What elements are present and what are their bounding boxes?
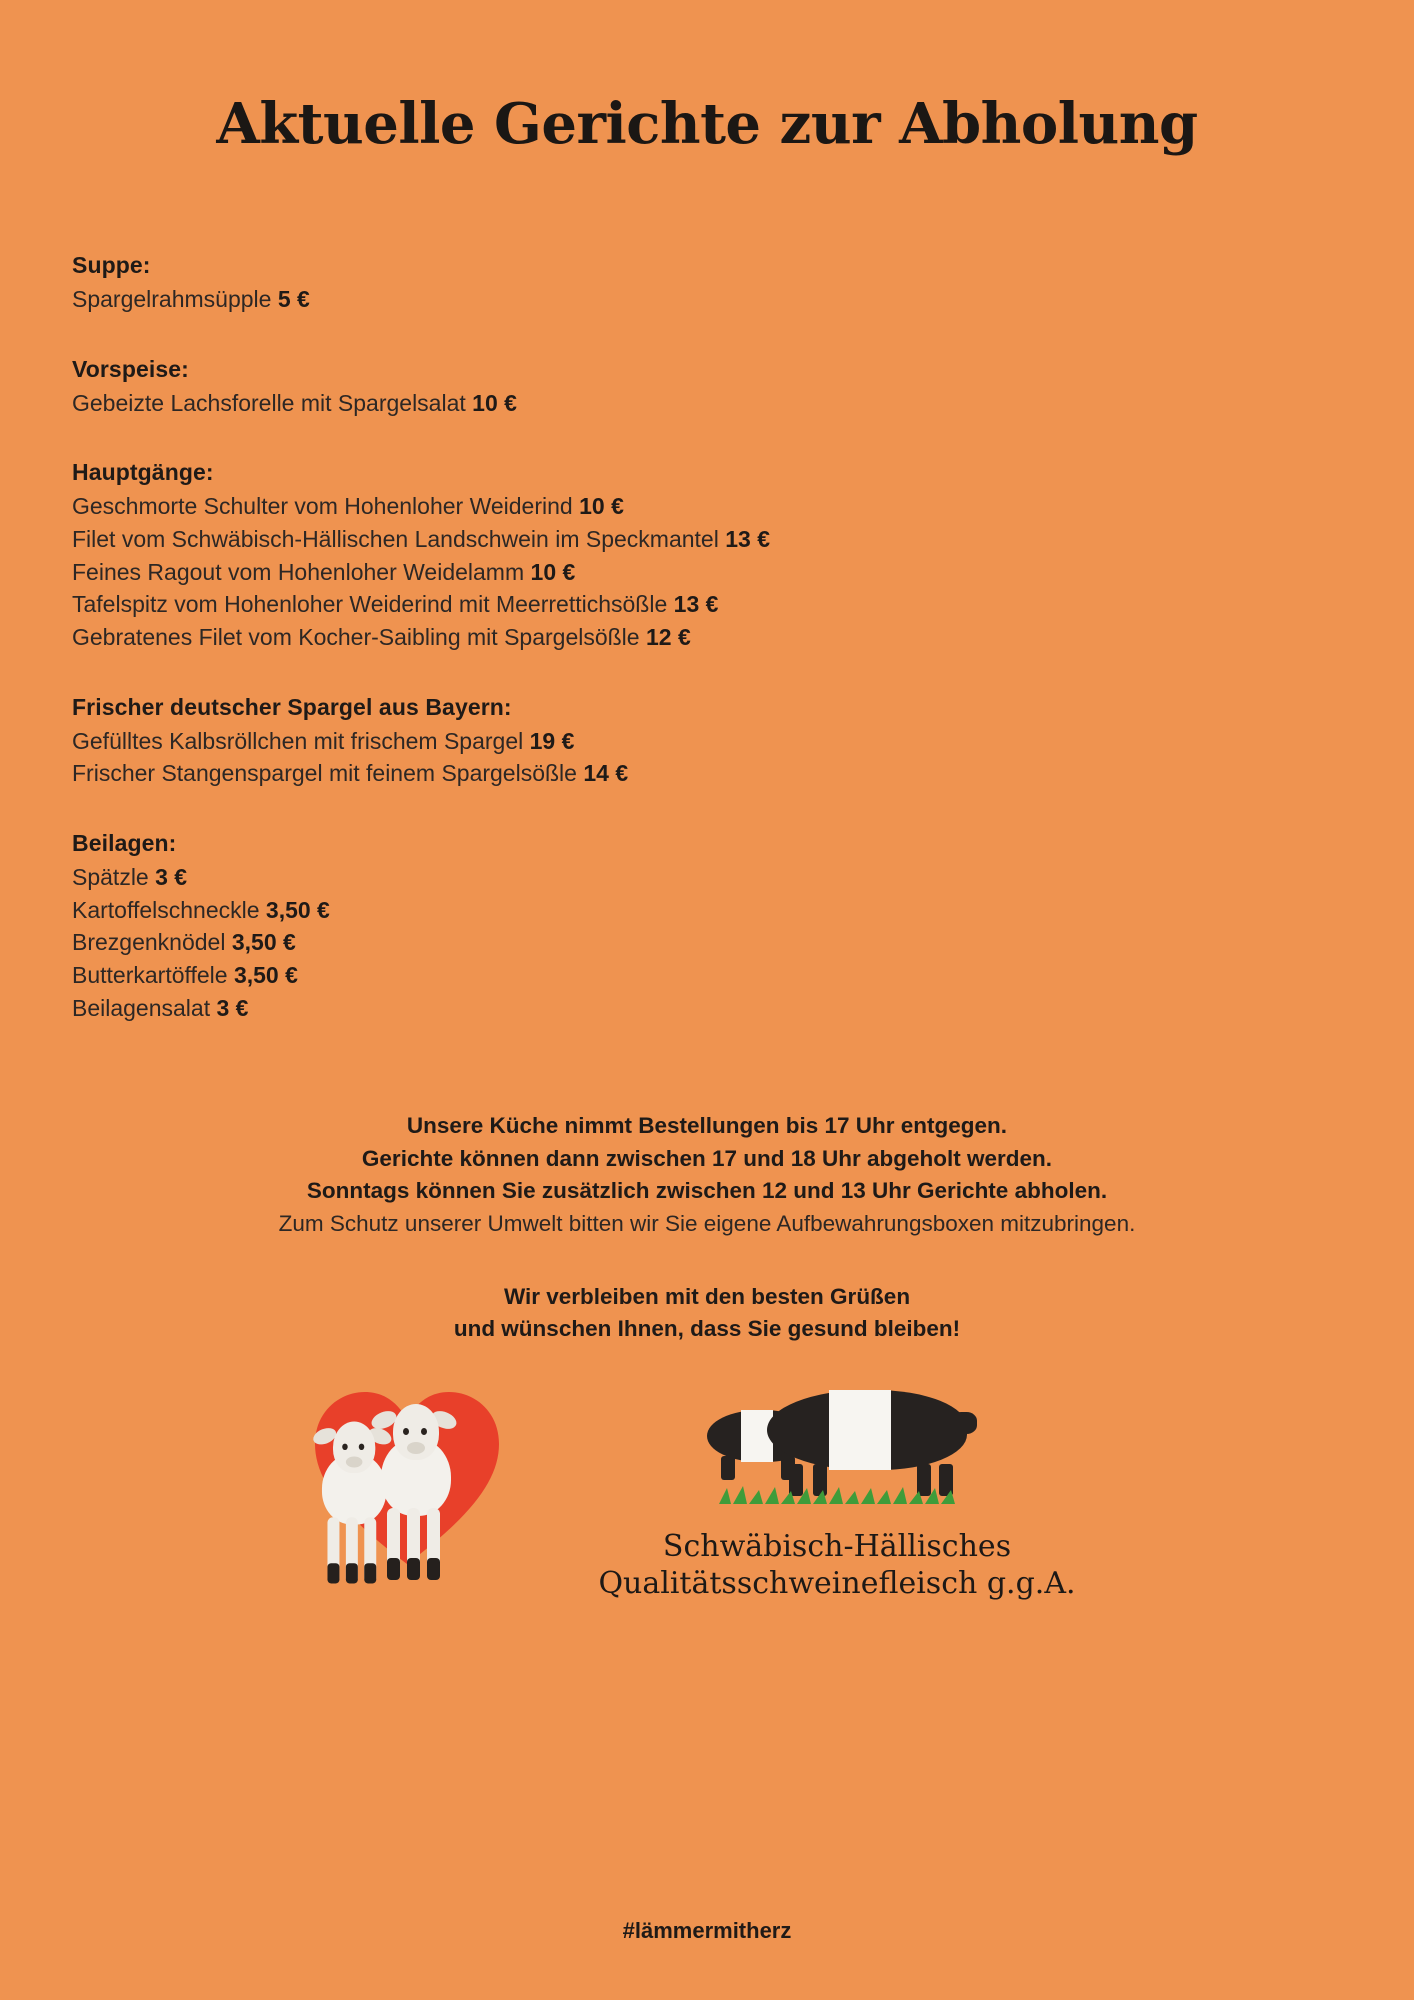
menu-item	[72, 523, 1354, 556]
menu-item	[72, 992, 1354, 1025]
menu-item	[72, 490, 1354, 523]
menu-item-price: 3,50 €	[231, 929, 296, 956]
menu-item-price: 10 €	[579, 493, 624, 520]
heart-with-lambs-logo	[297, 1362, 527, 1632]
menu-sections	[0, 252, 1414, 1024]
menu-item-name: Gebeizte Lachsforelle mit Spargelsalat	[72, 389, 473, 416]
menu-item	[72, 757, 1354, 790]
menu-item	[72, 926, 1354, 959]
section-heading: Suppe:	[72, 252, 151, 278]
menu-item-price: 3 €	[216, 994, 249, 1021]
menu-item	[72, 556, 1354, 589]
farewell-line-1: Wir verbleiben mit den besten Grüßen	[503, 1283, 911, 1309]
menu-item	[72, 588, 1354, 621]
menu-item-name: Beilagensalat	[72, 994, 217, 1021]
menu-section-hauptgaenge	[72, 459, 1354, 653]
menu-item-price: 14 €	[583, 760, 629, 787]
menu-item-price: 10 €	[530, 558, 576, 585]
menu-section-beilagen	[72, 830, 1354, 1024]
notice-line-2: Gerichte können dann zwischen 17 und 18 Uhr abgeholt werden.	[361, 1145, 1053, 1171]
menu-item	[72, 387, 1354, 420]
farewell-message	[0, 1281, 1414, 1346]
section-heading: Beilagen:	[72, 829, 177, 856]
menu-item-price: 3 €	[155, 863, 188, 890]
menu-item-price: 3,50 €	[233, 961, 298, 988]
grass-icon	[719, 1486, 959, 1504]
menu-item-name: Gebratenes Filet vom Kocher-Saibling mit Spargelsößle	[72, 623, 646, 650]
menu-item-name: Brezgenknödel	[72, 929, 232, 956]
menu-item-price: 3,50 €	[265, 896, 330, 923]
lamb-icon	[375, 1398, 461, 1598]
menu-item-name: Frischer Stangenspargel mit feinem Spargelsößle	[72, 760, 584, 787]
menu-item	[72, 894, 1354, 927]
menu-item-name: Spargelrahmsüpple	[72, 286, 278, 312]
menu-item-name: Spätzle	[72, 863, 156, 890]
menu-section-vorspeise	[72, 356, 1354, 420]
menu-section-suppe	[72, 252, 1354, 316]
menu-item-price: 5 €	[277, 286, 310, 312]
menu-item-price: 13 €	[725, 525, 770, 552]
logo-row	[0, 1362, 1414, 1632]
section-heading: Hauptgänge:	[72, 459, 214, 486]
menu-item	[72, 621, 1354, 654]
menu-item-price: 19 €	[529, 727, 575, 754]
menu-item	[72, 861, 1354, 894]
pig-icon	[767, 1390, 967, 1470]
menu-item-name: Feines Ragout vom Hohenloher Weidelamm	[72, 558, 531, 585]
menu-section-spargel	[72, 694, 1354, 790]
section-heading: Frischer deutscher Spargel aus Bayern:	[72, 693, 512, 720]
menu-item	[72, 283, 1354, 316]
menu-item-price: 13 €	[673, 591, 719, 618]
pig-logo-caption-line-2: Qualitätsschweinefleisch g.g.A.	[598, 1566, 1076, 1602]
menu-item-price: 10 €	[472, 389, 517, 416]
notice-line-4: Zum Schutz unserer Umwelt bitten wir Sie eigene Aufbewahrungsboxen mitzubringen.	[278, 1211, 1136, 1237]
menu-item-name: Gefülltes Kalbsröllchen mit frischem Spargel	[72, 727, 530, 754]
menu-item-name: Filet vom Schwäbisch-Hällischen Landschwein im Speckmantel	[72, 525, 726, 552]
menu-item-name: Geschmorte Schulter vom Hohenloher Weiderind	[72, 493, 580, 520]
pig-logo-caption	[557, 1528, 1117, 1603]
menu-item	[72, 959, 1354, 992]
hashtag: #lämmermitherz	[622, 1918, 792, 1943]
pickup-notice	[0, 1110, 1414, 1241]
menu-item-name: Tafelspitz vom Hohenloher Weiderind mit Meerrettichsößle	[72, 591, 674, 618]
menu-item-name: Butterkartöffele	[72, 961, 234, 988]
schwaebisch-haellisches-logo	[557, 1362, 1117, 1603]
menu-item	[72, 725, 1354, 758]
menu-item-price: 12 €	[645, 623, 691, 650]
section-heading: Vorspeise:	[72, 355, 189, 382]
notice-line-1: Unsere Küche nimmt Bestellungen bis 17 Uhr entgegen.	[406, 1113, 1008, 1139]
pig-logo-caption-line-1: Schwäbisch-Hällisches	[662, 1528, 1012, 1564]
pigs-icon	[707, 1380, 967, 1510]
notice-line-3: Sonntags können Sie zusätzlich zwischen 12 und 13 Uhr Gerichte abholen.	[306, 1178, 1108, 1204]
page-title: Aktuelle Gerichte zur Abholung	[216, 91, 1198, 157]
menu-item-name: Kartoffelschneckle	[72, 896, 266, 923]
farewell-line-2: und wünschen Ihnen, dass Sie gesund bleiben!	[453, 1316, 961, 1342]
